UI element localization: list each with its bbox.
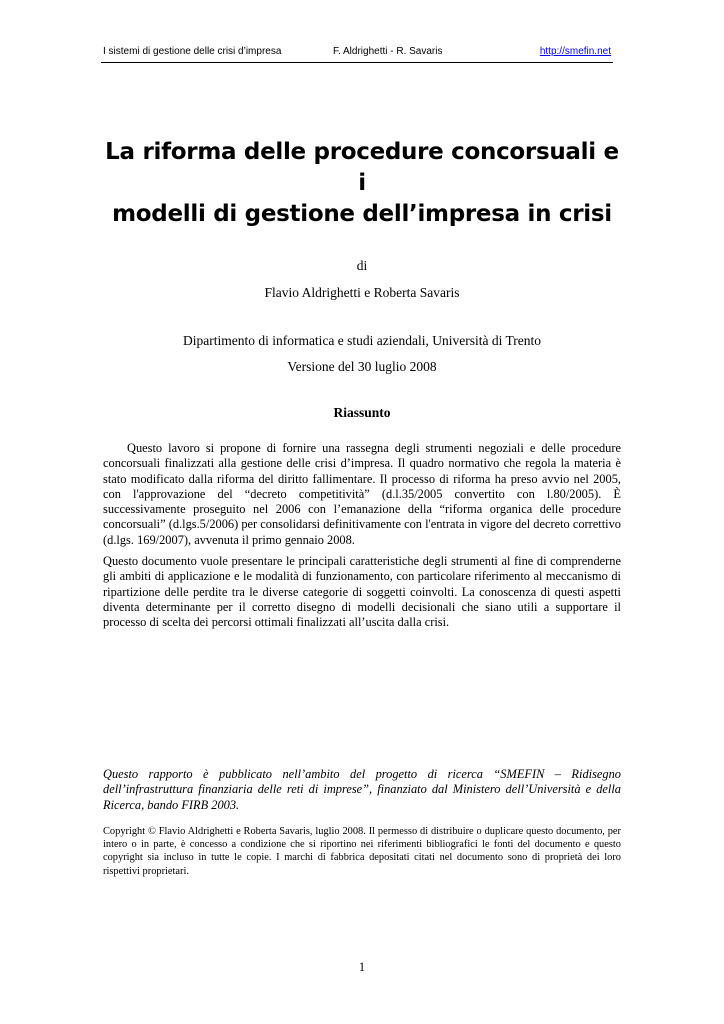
title-line-1: La riforma delle procedure concorsuali e i	[105, 139, 619, 196]
header-divider	[101, 62, 613, 63]
abstract-paragraph-2: Questo documento vuole presentare le principali caratteristiche degli strumenti al fine di comprenderne gli ambiti di applicazione e le modalità di funzionamento, con particolare riferimento al meccanismo di ripartizione delle perdite tra le diverse categorie di soggetti coinvolti. La conoscenza di questi aspetti diventa determinante per il corretto disegno di modelli decisionali che siano utili a supportare il processo di scelta dei percorsi ottimali finalizzati all’uscita dalla crisi.	[103, 554, 621, 630]
version-date: Versione del 30 luglio 2008	[287, 359, 437, 374]
abstract-body	[103, 441, 621, 637]
authors: Flavio Aldrighetti e Roberta Savaris	[264, 285, 460, 300]
header-doc-title: I sistemi di gestione delle crisi d’impresa	[103, 46, 282, 57]
byline-di: di	[356, 258, 368, 273]
header-link[interactable]: http://smefin.net	[539, 46, 611, 57]
funding-note: Questo rapporto è pubblicato nell’ambito del progetto di ricerca “SMEFIN – Ridisegno dell’infrastruttura finanziaria delle reti di imprese”, finanziato dal Ministero dell’Università e della Ricerca, bando FIRB 2003.	[103, 767, 621, 812]
department: Dipartimento di informatica e studi aziendali, Università di Trento	[182, 333, 542, 348]
abstract-heading: Riassunto	[333, 405, 391, 420]
document-title	[100, 137, 624, 230]
running-header	[103, 46, 613, 60]
copyright-notice: Copyright © Flavio Aldrighetti e Roberta Savaris, luglio 2008. Il permesso di distribuire o duplicare questo documento, per intero o in parte, è concesso a condizione che si riportino nei riferimenti bibliografici le fonti del documento e questo copyright sia incluso in tutte le copie. I marchi di fabbrica depositati citati nel documento sono di proprietà dei loro rispettivi proprietari.	[103, 826, 621, 877]
title-line-2: modelli di gestione dell’impresa in crisi	[112, 201, 612, 227]
page-number: 1	[358, 960, 366, 974]
abstract-paragraph-1: Questo lavoro si propone di fornire una rassegna degli strumenti negoziali e delle procedure concorsuali finalizzati alla gestione delle crisi d’impresa. Il quadro normativo che regola la materia è stato modificato dalla riforma del diritto fallimentare. Il processo di riforma ha preso avvio nel 2005, con l'approvazione del “decreto competitività” (d.l.35/2005 convertito con l.80/2005). È successivamente proseguito nel 2006 con l’emanazione della “riforma organica delle procedure concorsuali” (d.lgs.5/2006) per consolidarsi definitivamente con l'entrata in vigore del decreto correttivo (d.lgs. 169/2007), avvenuta il primo gennaio 2008.	[103, 441, 621, 547]
header-authors: F. Aldrighetti - R. Savaris	[333, 46, 443, 57]
